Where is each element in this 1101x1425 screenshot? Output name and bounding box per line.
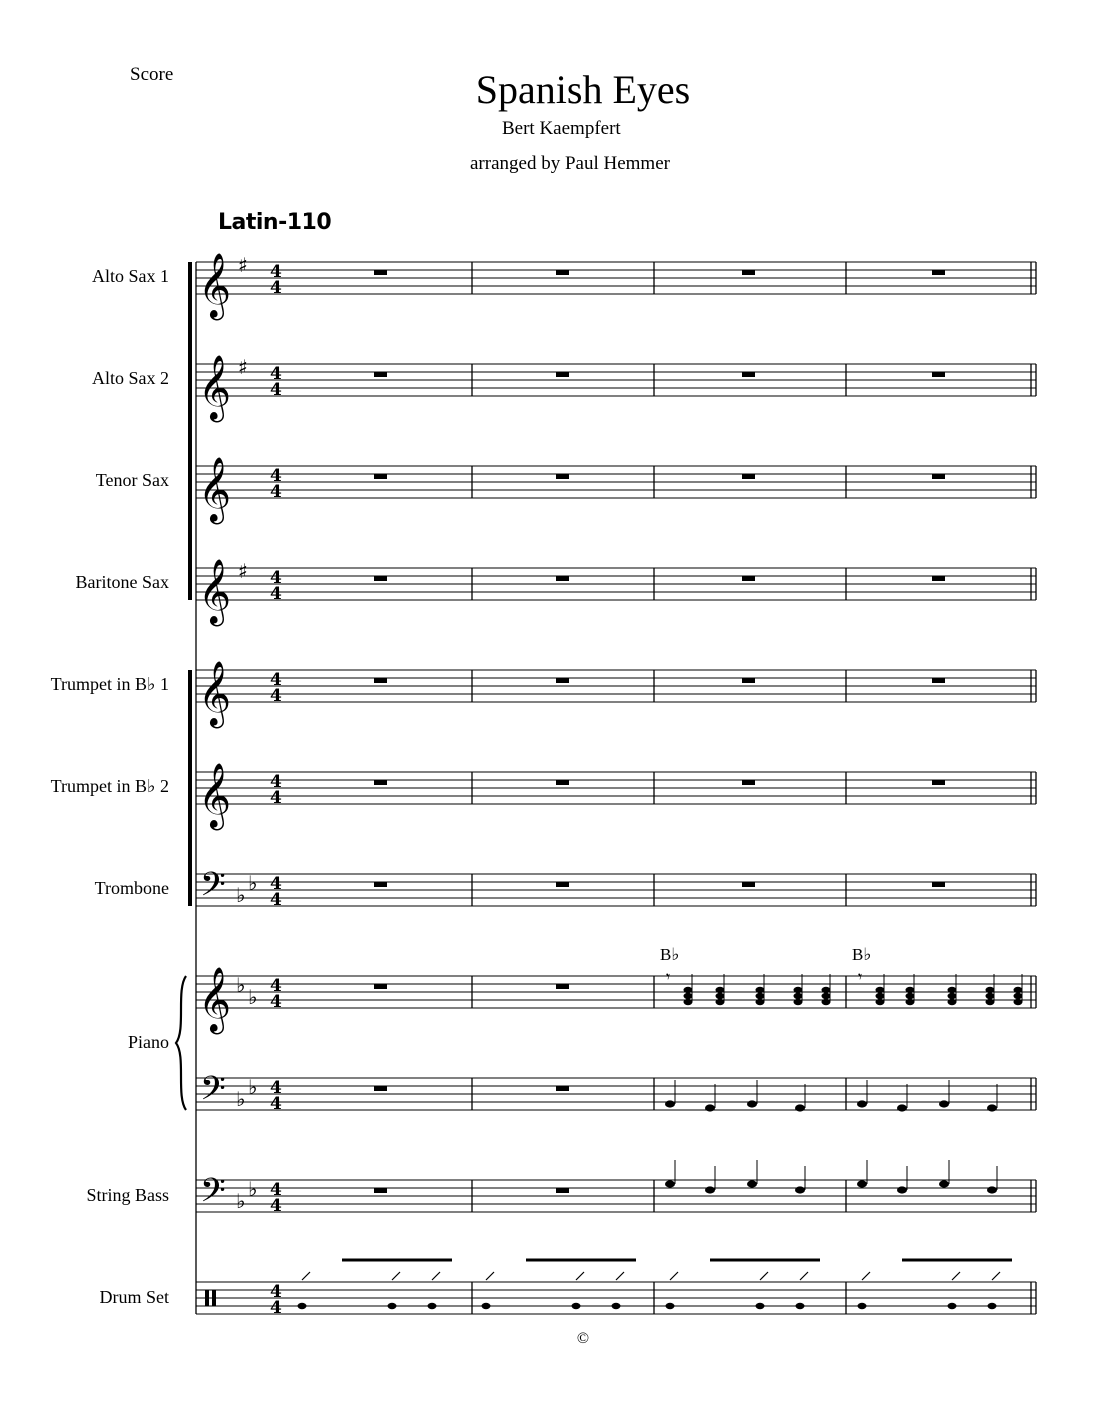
piano-bass-note (705, 1104, 715, 1111)
piano-chord (1014, 999, 1023, 1005)
instrument-name-trumpet-1: Trumpet in B♭ 1 (50, 674, 169, 694)
staff-2 (196, 466, 1036, 498)
piano-bass-note (987, 1104, 997, 1111)
whole-rest (556, 678, 569, 683)
time-signature-bottom: 4 (270, 788, 282, 808)
piano-chord (986, 999, 995, 1005)
instrument-name-trumpet-2: Trumpet in B♭ 2 (50, 776, 169, 796)
whole-rest (932, 576, 945, 581)
piano-brace (176, 976, 186, 1110)
piano-bass-note (897, 1104, 907, 1111)
piano-chord (716, 993, 725, 999)
whole-rest (556, 576, 569, 581)
chord-symbol-m3: B♭ (660, 945, 680, 964)
eighth-rest: 𝄾 (858, 967, 863, 986)
whole-rest (374, 576, 387, 581)
flat-key-signature: ♭ (248, 871, 258, 895)
tempo-marking: Latin-110 (218, 210, 332, 235)
piano-bass-note (665, 1100, 675, 1107)
drum-note (298, 1303, 307, 1309)
staff-8 (196, 1078, 1036, 1110)
cymbal-mark (302, 1272, 310, 1280)
cymbal-mark (486, 1272, 494, 1280)
time-signature-bottom: 4 (270, 1196, 282, 1216)
drum-note (388, 1303, 397, 1309)
bass-clef-icon: 𝄢 (200, 1172, 226, 1218)
time-signature-bottom: 4 (270, 380, 282, 400)
whole-rest (556, 372, 569, 377)
bass-clef-icon: 𝄢 (200, 866, 226, 912)
string-bass-note (747, 1180, 757, 1187)
piano-chord (876, 987, 885, 993)
time-signature-bottom: 4 (270, 992, 282, 1012)
whole-rest (742, 678, 755, 683)
piano-chord (948, 999, 957, 1005)
drum-note (666, 1303, 675, 1309)
piano-chord (948, 987, 957, 993)
time-signature-top: 4 (270, 466, 282, 486)
piano-chord (684, 987, 693, 993)
whole-rest (932, 270, 945, 275)
piano-chord (906, 987, 915, 993)
sharp-key-signature: ♯ (238, 559, 248, 583)
staff-1 (196, 364, 1036, 396)
piano-chord (684, 999, 693, 1005)
piano-chord (684, 993, 693, 999)
whole-rest (932, 780, 945, 785)
piano-chord (948, 993, 957, 999)
whole-rest (742, 780, 755, 785)
drum-note (796, 1303, 805, 1309)
flat-key-signature: ♭ (236, 973, 246, 997)
flat-key-signature: ♭ (236, 883, 246, 907)
piano-chord (986, 993, 995, 999)
treble-clef-icon: 𝄞 (198, 253, 232, 318)
piano-chord (906, 999, 915, 1005)
whole-rest (556, 780, 569, 785)
whole-rest (742, 882, 755, 887)
piano-chord (906, 993, 915, 999)
piano-chord (756, 999, 765, 1005)
sharp-key-signature: ♯ (238, 355, 248, 379)
piano-chord (1014, 993, 1023, 999)
piano-chord (986, 987, 995, 993)
drum-note (988, 1303, 997, 1309)
cymbal-mark (992, 1272, 1000, 1280)
time-signature-top: 4 (270, 772, 282, 792)
whole-rest (556, 984, 569, 989)
whole-rest (374, 882, 387, 887)
piano-chord (794, 987, 803, 993)
whole-rest (742, 372, 755, 377)
piano-chord (794, 993, 803, 999)
piano-chord (716, 999, 725, 1005)
page-title: Spanish Eyes (475, 67, 691, 112)
cymbal-mark (616, 1272, 624, 1280)
whole-rest (374, 984, 387, 989)
time-signature-bottom: 4 (270, 482, 282, 502)
piano-chord (822, 987, 831, 993)
treble-clef-icon: 𝄞 (198, 967, 232, 1032)
instrument-name-alto-sax-1: Alto Sax 1 (91, 266, 169, 286)
instrument-name-piano: Piano (127, 1032, 169, 1052)
time-signature-bottom: 4 (270, 1094, 282, 1114)
instrument-name-baritone-sax: Baritone Sax (75, 572, 169, 592)
time-signature-top: 4 (270, 976, 282, 996)
whole-rest (742, 474, 755, 479)
cymbal-mark (952, 1272, 960, 1280)
piano-chord (876, 993, 885, 999)
time-signature-top: 4 (270, 568, 282, 588)
string-bass-note (705, 1186, 715, 1193)
drum-note (482, 1303, 491, 1309)
piano-chord (716, 987, 725, 993)
string-bass-note (987, 1186, 997, 1193)
whole-rest (556, 1188, 569, 1193)
drum-note (756, 1303, 765, 1309)
chord-symbol-m4: B♭ (852, 945, 872, 964)
time-signature-top: 4 (270, 874, 282, 894)
whole-rest (374, 1086, 387, 1091)
cymbal-mark (760, 1272, 768, 1280)
drum-note (572, 1303, 581, 1309)
drum-note (858, 1303, 867, 1309)
percussion-clef-icon (205, 1290, 209, 1306)
treble-clef-icon: 𝄞 (198, 559, 232, 624)
staff-3 (196, 568, 1036, 600)
piano-chord (794, 999, 803, 1005)
arranger-credit: arranged by Paul Hemmer (470, 153, 670, 174)
time-signature-bottom: 4 (270, 584, 282, 604)
time-signature-bottom: 4 (270, 278, 282, 298)
whole-rest (374, 780, 387, 785)
string-bass-note (795, 1186, 805, 1193)
treble-clef-icon: 𝄞 (198, 457, 232, 522)
whole-rest (556, 474, 569, 479)
piano-chord (756, 993, 765, 999)
piano-bass-note (939, 1100, 949, 1107)
whole-rest (556, 270, 569, 275)
flat-key-signature: ♭ (236, 1189, 246, 1213)
piano-bass-note (795, 1104, 805, 1111)
whole-rest (742, 270, 755, 275)
time-signature-bottom: 4 (270, 1298, 282, 1318)
whole-rest (374, 474, 387, 479)
time-signature-top: 4 (270, 262, 282, 282)
cymbal-mark (392, 1272, 400, 1280)
string-bass-note (857, 1180, 867, 1187)
whole-rest (556, 1086, 569, 1091)
flat-key-signature: ♭ (248, 1075, 258, 1099)
drum-note (948, 1303, 957, 1309)
instrument-name-alto-sax-2: Alto Sax 2 (91, 368, 169, 388)
time-signature-top: 4 (270, 1180, 282, 1200)
piano-bass-note (857, 1100, 867, 1107)
copyright-symbol: © (576, 1330, 590, 1347)
piano-chord (822, 999, 831, 1005)
cymbal-mark (800, 1272, 808, 1280)
staff-4 (196, 670, 1036, 702)
piano-bass-note (747, 1100, 757, 1107)
piano-chord (1014, 987, 1023, 993)
flat-key-signature: ♭ (236, 1087, 246, 1111)
whole-rest (374, 1188, 387, 1193)
whole-rest (374, 372, 387, 377)
instrument-name-drum-set: Drum Set (99, 1287, 169, 1307)
staff-6 (196, 874, 1036, 906)
composer-credit: Bert Kaempfert (502, 118, 621, 139)
time-signature-top: 4 (270, 1282, 282, 1302)
instrument-name-tenor-sax: Tenor Sax (95, 470, 169, 490)
cymbal-mark (576, 1272, 584, 1280)
cymbal-mark (862, 1272, 870, 1280)
eighth-rest: 𝄾 (666, 967, 671, 986)
instrument-name-trombone: Trombone (94, 878, 169, 898)
whole-rest (932, 474, 945, 479)
cymbal-mark (432, 1272, 440, 1280)
drum-note (428, 1303, 437, 1309)
time-signature-bottom: 4 (270, 686, 282, 706)
percussion-clef-icon (212, 1290, 216, 1306)
time-signature-top: 4 (270, 670, 282, 690)
time-signature-top: 4 (270, 1078, 282, 1098)
flat-key-signature: ♭ (248, 985, 258, 1009)
whole-rest (556, 882, 569, 887)
whole-rest (374, 270, 387, 275)
string-bass-note (897, 1186, 907, 1193)
piano-chord (756, 987, 765, 993)
staff-9 (196, 1180, 1036, 1212)
piano-chord (822, 993, 831, 999)
instrument-name-string-bass: String Bass (86, 1185, 169, 1205)
whole-rest (932, 882, 945, 887)
string-bass-note (665, 1180, 675, 1187)
sharp-key-signature: ♯ (238, 253, 248, 277)
staff-5 (196, 772, 1036, 804)
cymbal-mark (670, 1272, 678, 1280)
time-signature-top: 4 (270, 364, 282, 384)
piano-chord (876, 999, 885, 1005)
string-bass-note (939, 1180, 949, 1187)
flat-key-signature: ♭ (248, 1177, 258, 1201)
whole-rest (742, 576, 755, 581)
whole-rest (932, 372, 945, 377)
whole-rest (374, 678, 387, 683)
bass-clef-icon: 𝄢 (200, 1070, 226, 1116)
treble-clef-icon: 𝄞 (198, 355, 232, 420)
staff-0 (196, 262, 1036, 294)
score-label: Score (130, 64, 174, 85)
treble-clef-icon: 𝄞 (198, 763, 232, 828)
drum-note (612, 1303, 621, 1309)
time-signature-bottom: 4 (270, 890, 282, 910)
whole-rest (932, 678, 945, 683)
treble-clef-icon: 𝄞 (198, 661, 232, 726)
